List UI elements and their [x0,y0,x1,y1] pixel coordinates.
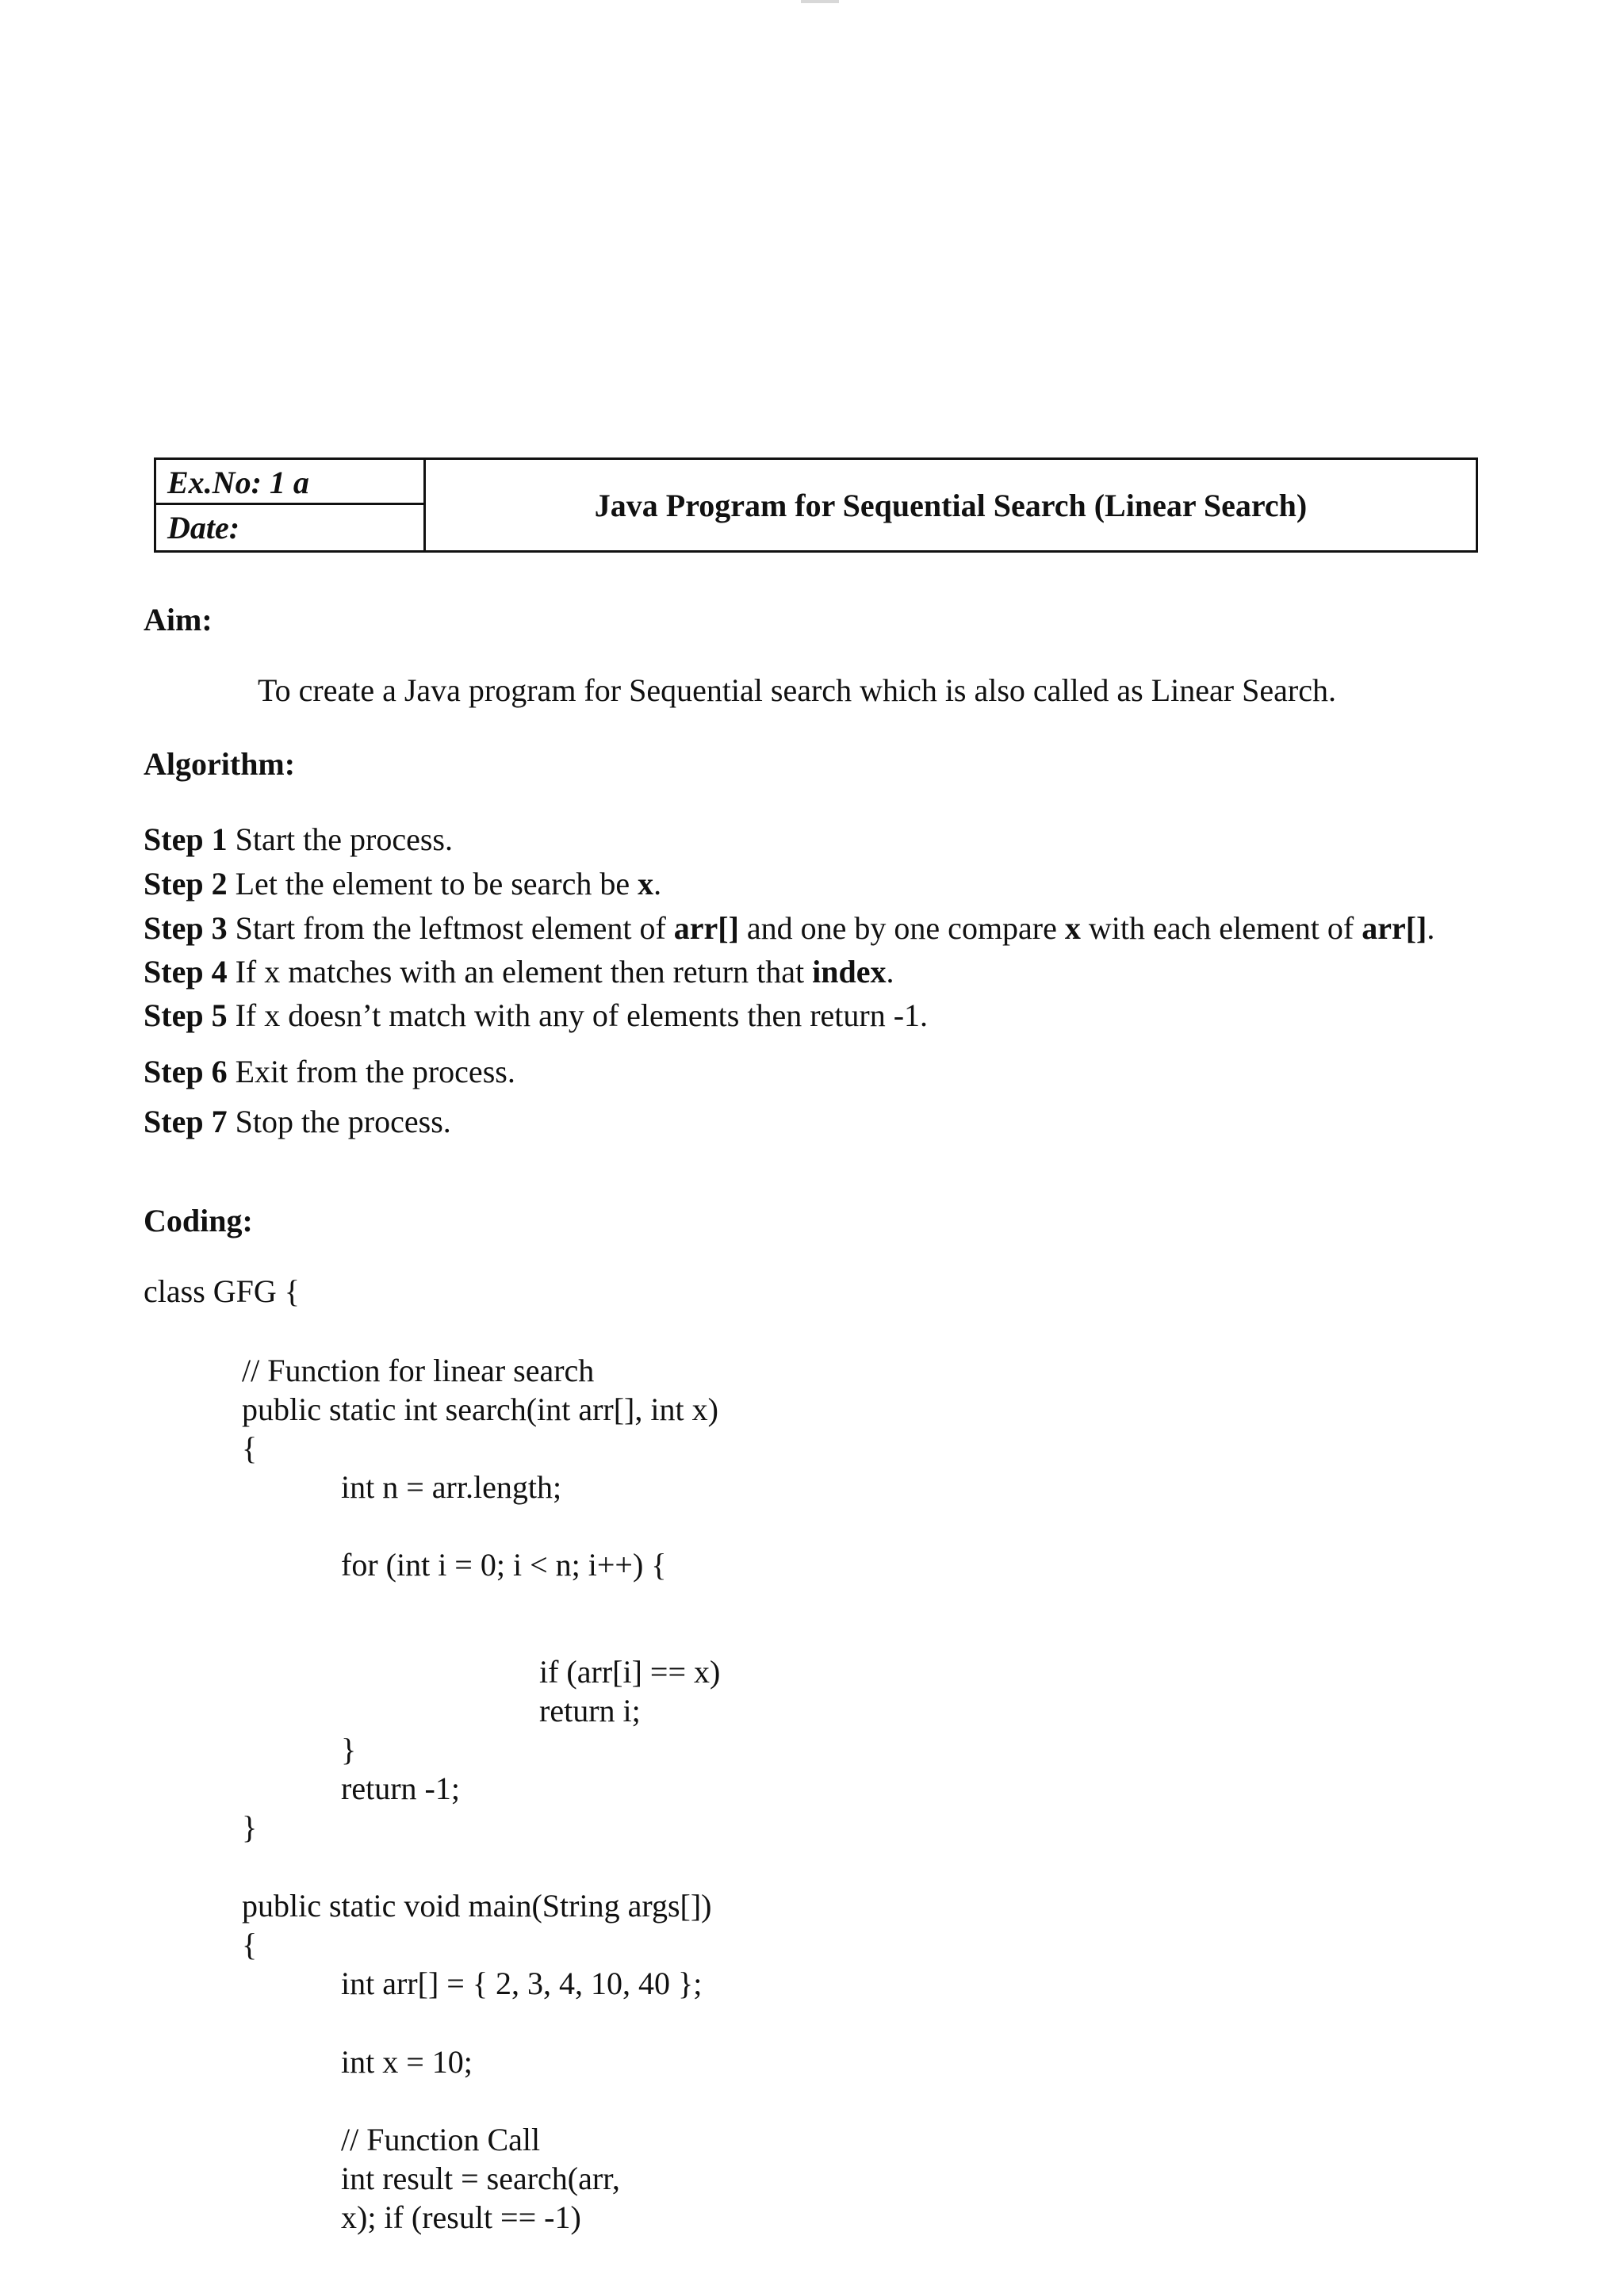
ex-no-label: Ex.No: 1 a [156,460,423,505]
step-label: Step 4 [144,954,228,990]
step-label: Step 5 [144,997,228,1033]
coding-heading: Coding: [144,1203,253,1238]
step-text: Stop the process. [235,1104,451,1139]
header-table [154,457,1478,553]
step-text: If x matches with an element then return that [235,954,813,990]
step-text: Exit from the process. [235,1054,515,1089]
step-bold-text: arr[] [1362,910,1427,946]
step-3 [144,909,1434,947]
code-line: public static int search(int arr[], int x) [242,1391,718,1427]
step-4 [144,953,894,990]
code-line: int arr[] = { 2, 3, 4, 10, 40 }; [341,1966,703,2001]
code-line: { [242,1927,258,1962]
date-label: Date: [167,510,240,545]
step-text: . [653,866,662,902]
step-text: Let the element to be search be [235,866,638,902]
code-line: if (arr[i] == x) [539,1654,721,1690]
step-7 [144,1103,451,1140]
step-6 [144,1053,515,1090]
step-text: Start from the leftmost element of [235,910,674,946]
code-line: x); if (result == -1) [341,2199,581,2235]
code-line: return i; [539,1693,641,1728]
code-line: class GFG { [144,1273,300,1309]
step-bold-text: x [638,866,654,902]
code-line: // Function for linear search [242,1353,595,1388]
step-text: Start the process. [235,821,453,857]
code-line: public static void main(String args[]) [242,1888,712,1924]
step-1 [144,821,453,858]
code-line: } [341,1732,357,1767]
step-bold-text: arr[] [673,910,739,946]
code-line: int x = 10; [341,2044,473,2080]
algorithm-heading: Algorithm: [144,746,296,782]
experiment-title: Java Program for Sequential Search (Linear Search) [594,487,1308,523]
step-label: Step 1 [144,821,228,857]
step-2 [144,865,661,902]
top-edge-mark [801,0,839,3]
step-bold-text: x [1064,910,1081,946]
step-bold-text: index [812,954,887,990]
code-line: int n = arr.length; [341,1469,562,1505]
step-text: and one by one compare [738,910,1065,946]
aim-heading: Aim: [144,602,213,637]
step-text: . [886,954,894,990]
step-text: . [1427,910,1435,946]
step-label: Step 2 [144,866,228,902]
code-line: int result = search(arr, [341,2161,620,2196]
code-line: // Function Call [341,2122,541,2157]
aim-text: To create a Java program for Sequential search which is also called as Linear Search. [258,672,1336,708]
step-label: Step 7 [144,1104,228,1139]
step-label: Step 3 [144,910,228,946]
step-5 [144,997,928,1034]
step-label: Step 6 [144,1054,228,1089]
code-line: for (int i = 0; i < n; i++) { [341,1547,667,1583]
step-text: If x doesn’t match with any of elements then return -1. [235,997,929,1033]
code-line: { [242,1430,258,1466]
code-line: return -1; [341,1770,460,1806]
code-line: } [242,1809,258,1845]
header-left-cell [156,460,426,550]
step-text: with each element of [1080,910,1362,946]
